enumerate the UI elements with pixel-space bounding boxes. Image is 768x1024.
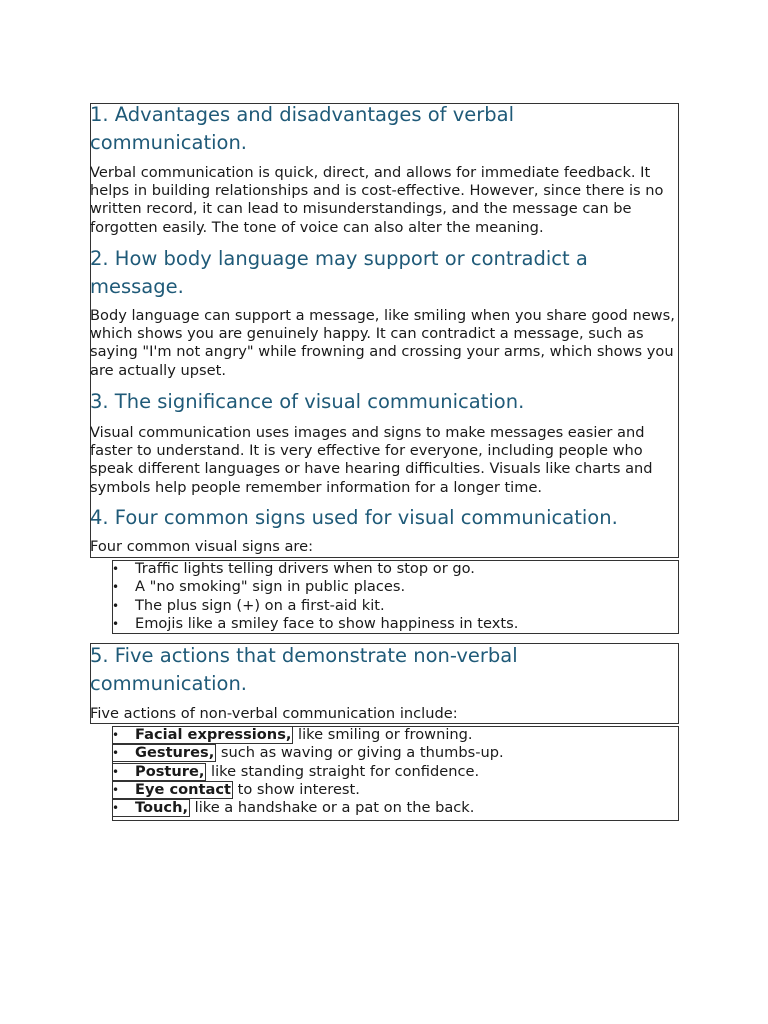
list-item: • The plus sign (+) on a first-aid kit.: [112, 596, 385, 614]
term-label: Gestures,: [112, 744, 216, 762]
list-item: • Emojis like a smiley face to show happiness in texts.: [112, 614, 519, 632]
list-item: • Gestures, such as waving or giving a thumbs-up.: [112, 744, 504, 762]
section-5-heading: 5. Five actions that demonstrate non-verbal communication.: [90, 644, 518, 695]
list-item: • Posture, like standing straight for confidence.: [112, 762, 480, 780]
term-label: Posture,: [112, 763, 206, 781]
section-3-heading: 3. The significance of visual communication.: [90, 390, 525, 413]
bullet-icon: •: [112, 598, 120, 613]
section-5-intro: Five actions of non-verbal communication include:: [90, 705, 458, 722]
list-item: • Touch, like a handshake or a pat on the back.: [112, 799, 475, 817]
section-1-paragraph: Verbal communication is quick, direct, and allows for immediate feedback. It helps in building relationships and is cost-effective. However, since there is no written record, it can lead to misunderstandings, and the message can be forgotten easily. The tone of voice can also alter the meaning.: [90, 164, 664, 236]
section-2-paragraph: Body language can support a message, like smiling when you share good news, which shows you are genuinely happy. It can contradict a message, such as saying "I'm not angry" while frowning and crossing your arms, which shows you are actually upset.: [90, 307, 675, 379]
term-label: Eye contact: [112, 781, 233, 799]
list-item: • A "no smoking" sign in public places.: [112, 578, 406, 596]
nonverbal-actions-list: [112, 726, 678, 817]
section-4-intro: Four common visual signs are:: [90, 538, 314, 555]
bullet-icon: •: [112, 580, 120, 595]
bullet-icon: •: [112, 782, 120, 797]
bullet-icon: •: [112, 801, 120, 816]
term-label: Facial expressions,: [112, 726, 293, 744]
visual-signs-list: [112, 560, 678, 633]
bullet-icon: •: [112, 764, 120, 779]
list-item: • Traffic lights telling drivers when to stop or go.: [112, 560, 475, 577]
section-1-heading: 1. Advantages and disadvantages of verbal communication.: [90, 103, 514, 154]
list-item: • Facial expressions, like smiling or frowning.: [112, 726, 473, 743]
bullet-icon: •: [112, 562, 120, 576]
bullet-icon: •: [112, 746, 120, 761]
section-2-heading: 2. How body language may support or contradict a message.: [90, 247, 588, 298]
bullet-icon: •: [112, 728, 120, 742]
term-label: Touch,: [112, 799, 190, 817]
section-4-heading: 4. Four common signs used for visual communication.: [90, 506, 618, 529]
bullet-icon: •: [112, 616, 120, 631]
section-3-paragraph: Visual communication uses images and signs to make messages easier and faster to understand. It is very effective for everyone, including people who speak different languages or have hearing difficulties. Visuals like charts and symbols help people remember information for a longer time.: [90, 424, 653, 496]
list-item: • Eye contact to show interest.: [112, 780, 360, 798]
